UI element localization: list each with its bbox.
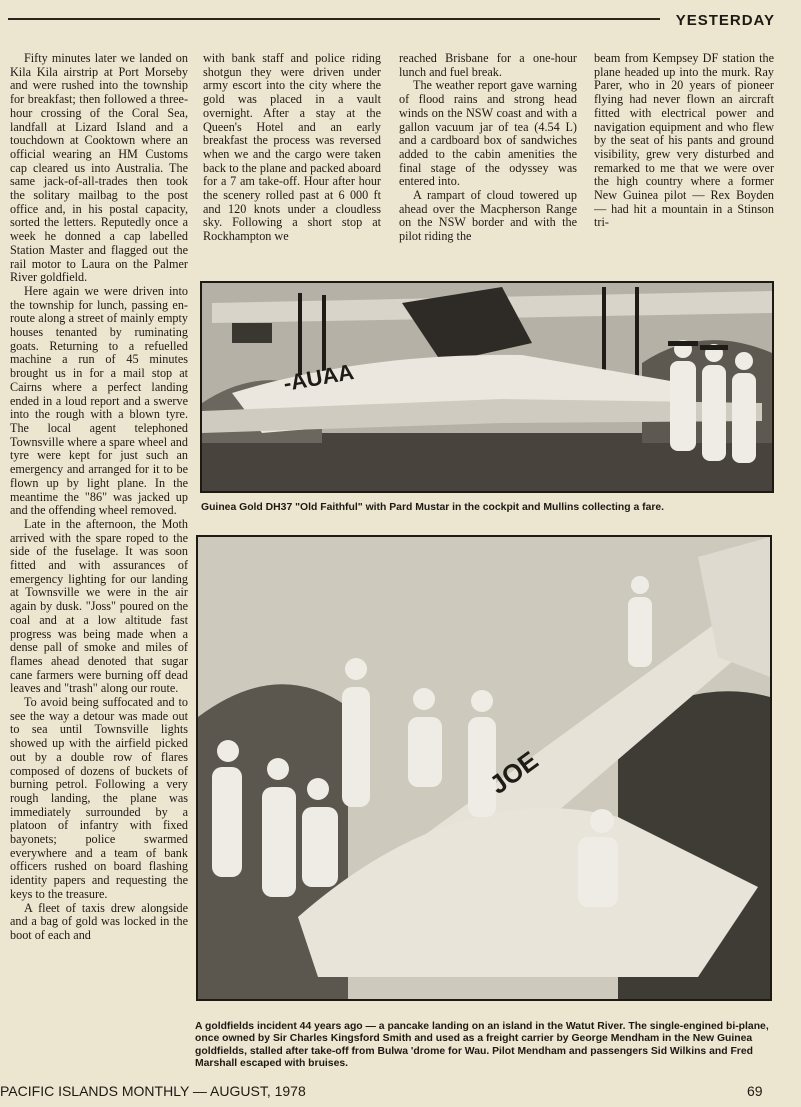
paragraph: Here again we were driven into the township for lunch, passing en-route along a street of mainly empty houses tenanted by ruminating goats. Returning to a refuelled machine a run of 45 minutes brought us in for a mail stop at Cairns where a perfect landing ended in a loud report and a swerve into the rough with a blown tyre. The local agent telephoned Townsville where a spare wheel and tyre were kept for just such an emergency and arranged for it to be flown up by light plane. In the meantime the "86" was jacked up and the offending wheel removed.	[10, 283, 188, 518]
paragraph: Late in the afternoon, the Moth arrived with the spare roped to the side of the fuselage. It was soon fitted and with assurances of emergency lighting for our landing at Townsville we were in the air again by dusk. "Joss" poured on the coal and at a low altitude fast progress was being made when a dense pall of smoke and miles of flames ahead denoted that sugar cane farmers were burning off dead leaves and "trash" along our route.	[10, 516, 188, 696]
photo-caption-2: A goldfields incident 44 years ago — a pancake landing on an island in the Watut River. The single-engined bi-plane, once owned by Sir Charles Kingsford Smith and used as a freight carrier by George Mendham in the New Guinea goldfields, stalled after take-off from Bulwa 'drome for Wau. Pilot Mendham and passengers Sid Wilkins and Fred Marshall escaped with bruises.	[195, 1021, 769, 1070]
text-column-4	[594, 52, 774, 280]
header-rule	[8, 18, 660, 20]
section-title: YESTERDAY	[675, 12, 775, 29]
publication-footer: PACIFIC ISLANDS MONTHLY — AUGUST, 1978	[0, 1083, 306, 1099]
aircraft-registration: JOE	[483, 745, 544, 800]
crash-photo-illustration	[198, 537, 770, 999]
photo-pancake-landing	[196, 535, 772, 1001]
photo-biplane-old-faithful	[200, 281, 774, 493]
page-number: 69	[747, 1083, 763, 1099]
paragraph: To avoid being suffocated and to see the way a detour was made out to sea until Townsville lights showed up with the airfield picked out by a double row of flares composed of dozens of buckets of burning petrol. Following a very rough landing, the plane was immediately surrounded by a platoon of infantry with fixed bayonets; police swarmed everywhere and a team of bank officers rushed on board flashing identity papers and requesting the keys to the treasure.	[10, 695, 188, 901]
paragraph: A rampart of cloud towered up ahead over the Macpherson Range on the NSW border and with the pilot riding the	[399, 188, 577, 244]
aircraft-registration: -AUAA	[281, 358, 356, 396]
text-column-2	[203, 52, 381, 280]
text-column-1	[10, 52, 188, 1072]
text-column-3	[399, 52, 577, 280]
photo-caption-1: Guinea Gold DH37 "Old Faithful" with Pard Mustar in the cockpit and Mullins collecting a fare.	[201, 502, 665, 513]
paragraph: reached Brisbane for a one-hour lunch and fuel break.	[399, 52, 577, 79]
paragraph: The weather report gave warning of flood rains and strong head winds on the NSW coast and with a gallon vacuum jar of tea (4.54 L) and a cardboard box of sandwiches added to the cabin amenities the final stage of the odyssey was entered into.	[399, 78, 577, 189]
paragraph: beam from Kempsey DF station the plane headed up into the murk. Ray Parer, who in 20 years of pioneer flying had never flown an aircraft fitted with electrical power and navigation equipment and who flew by the seat of his pants and ground visibility, grew very disturbed and remarked to me that we were over the high country where a former New Guinea pilot — Rex Boyden — had hit a mountain in a Stinson tri-	[594, 52, 774, 230]
paragraph: A fleet of taxis drew alongside and a bag of gold was locked in the boot of each and	[10, 900, 188, 942]
paragraph: Fifty minutes later we landed on Kila Kila airstrip at Port Morseby and were rushed into the township for breakfast; then followed a three-hour crossing of the Coral Sea, landfall at Lizard Island and a touchdown at Cooktown where an official wearing an HM Customs cap cleared us into Australia. The same jack-of-all-trades then took the solitary mailbag to the post office and, in his postal capacity, sorted the letters. Reputedly once a week he donned a cap labelled Station Master and flagged out the rail motor to Laura on the Palmer River goldfield.	[10, 52, 188, 285]
paragraph: with bank staff and police riding shotgun they were driven under army escort into the city where the gold was placed in a vault overnight. After a stay at the Queen's Hotel and an early breakfast the process was reversed when we and the cargo were taken back to the plane and packed aboard for a 7 am take-off. Hour after hour the scenery rolled past at 6 000 ft and 120 knots under a cloudless sky. Following a short stop at Rockhampton we	[203, 52, 381, 244]
biplane-photo-illustration	[202, 283, 772, 491]
